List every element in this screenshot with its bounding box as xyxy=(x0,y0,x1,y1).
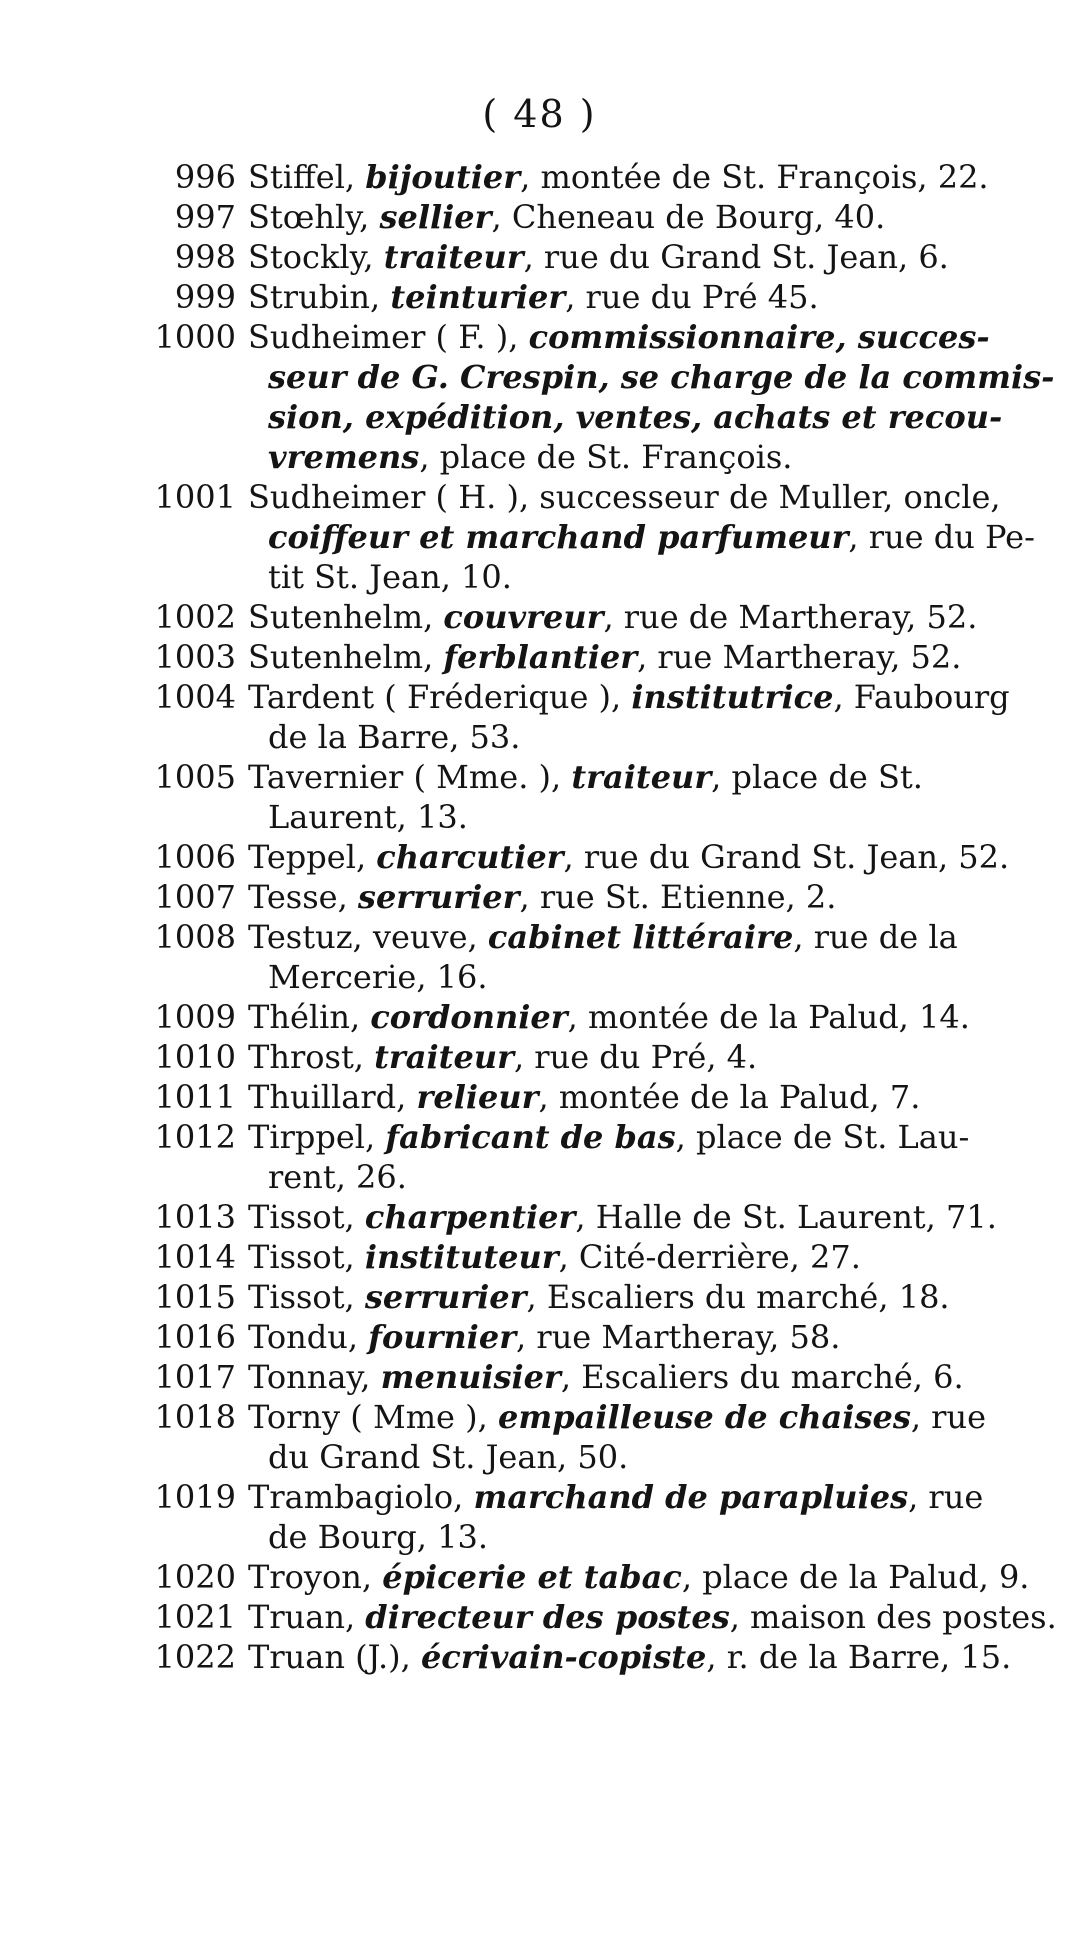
entry-first-line xyxy=(248,1397,1040,1437)
entry-segment: , montée de la Palud, 7. xyxy=(538,1078,921,1116)
entry-segment: Sudheimer ( F. ), xyxy=(248,318,529,356)
entry-number: 1015 xyxy=(154,1278,236,1316)
entry-segment: Laurent, 13. xyxy=(268,798,468,836)
entry-text xyxy=(248,677,1040,757)
entry-text xyxy=(248,237,1040,277)
entry-segment: , rue de la xyxy=(793,918,958,956)
entry-first-line xyxy=(248,1037,1040,1077)
entry-segment: , rue du Pré, 4. xyxy=(513,1038,758,1076)
entry-segment: , place de St. Lau- xyxy=(675,1118,970,1156)
profession-text: traiteur xyxy=(374,1038,514,1076)
entry-continuation-line xyxy=(248,1517,1040,1557)
entry-number: 1000 xyxy=(154,318,236,356)
entry-segment: Testuz, veuve, xyxy=(248,918,488,956)
profession-text: institutrice xyxy=(631,678,834,716)
entry-text xyxy=(248,1477,1040,1557)
entry-segment: , rue du Pe- xyxy=(848,518,1035,556)
entry-segment: du Grand St. Jean, 50. xyxy=(268,1438,629,1476)
entry-number: 997 xyxy=(174,198,236,236)
profession-text: ferblantier xyxy=(443,638,638,676)
entry-segment: Tissot, xyxy=(248,1238,365,1276)
entry-segment: Thélin, xyxy=(248,998,371,1036)
entry-segment: Teppel, xyxy=(248,838,377,876)
entry-segment: Tissot, xyxy=(248,1278,365,1316)
entry-first-line xyxy=(248,1597,1057,1637)
directory-entry xyxy=(140,1637,1040,1677)
profession-text: cabinet littéraire xyxy=(487,918,794,956)
entry-continuation-line xyxy=(248,357,1055,397)
directory-entry xyxy=(140,237,1040,277)
directory-entry xyxy=(140,597,1040,637)
directory-entry xyxy=(140,1037,1040,1077)
entry-segment: Sudheimer ( H. ), successeur de Muller, oncle, xyxy=(248,478,1001,516)
entry-segment: , Cité-derrière, 27. xyxy=(558,1238,861,1276)
profession-text: coiffeur et marchand parfumeur xyxy=(268,518,849,556)
entry-text xyxy=(248,197,1040,237)
entry-first-line xyxy=(248,237,1040,277)
entry-first-line xyxy=(248,997,1040,1037)
profession-text: charcutier xyxy=(376,838,564,876)
directory-entry xyxy=(140,637,1040,677)
entry-segment: , Escaliers du marché, 6. xyxy=(560,1358,964,1396)
directory-entry xyxy=(140,1597,1057,1637)
entry-text xyxy=(248,1197,1040,1237)
directory-entry xyxy=(140,877,1040,917)
profession-text: menuisier xyxy=(380,1358,561,1396)
entry-first-line xyxy=(248,837,1040,877)
directory-entry xyxy=(140,1357,1040,1397)
entry-segment: Sutenhelm, xyxy=(248,638,444,676)
directory-entry xyxy=(140,837,1040,877)
entry-segment: , rue Martheray, 58. xyxy=(516,1318,841,1356)
entry-first-line xyxy=(248,1477,1040,1517)
entry-segment: , montée de la Palud, 14. xyxy=(567,998,970,1036)
entry-first-line xyxy=(248,637,1040,677)
profession-text: couvreur xyxy=(443,598,604,636)
profession-text: cordonnier xyxy=(370,998,568,1036)
profession-text: instituteur xyxy=(364,1238,559,1276)
entry-segment: Tavernier ( Mme. ), xyxy=(248,758,572,796)
entry-continuation-line xyxy=(248,717,1040,757)
profession-text: serrurier xyxy=(364,1278,527,1316)
profession-text: charpentier xyxy=(364,1198,576,1236)
entry-segment: Strubin, xyxy=(248,278,391,316)
entry-text xyxy=(248,1237,1040,1277)
entry-number: 999 xyxy=(174,278,236,316)
entry-segment: Mercerie, 16. xyxy=(268,958,488,996)
profession-text: marchand de parapluies xyxy=(473,1478,909,1516)
directory-entry xyxy=(140,1397,1040,1477)
entry-segment: , montée de St. François, 22. xyxy=(520,158,989,196)
entry-number: 1022 xyxy=(154,1638,236,1676)
entry-segment: , rue xyxy=(908,1478,984,1516)
entry-segment: , rue du Pré 45. xyxy=(565,278,819,316)
directory-entry xyxy=(140,1557,1040,1597)
profession-text: traiteur xyxy=(571,758,712,796)
entry-text xyxy=(248,1317,1040,1357)
profession-text: fournier xyxy=(368,1318,517,1356)
directory-entry xyxy=(140,1317,1040,1357)
entry-segment: Trambagiolo, xyxy=(248,1478,474,1516)
entry-number: 1017 xyxy=(154,1358,236,1396)
entry-first-line xyxy=(248,1557,1040,1597)
entry-segment: Throst, xyxy=(248,1038,375,1076)
entry-segment: tit St. Jean, 10. xyxy=(268,558,512,596)
entry-segment: Tirppel, xyxy=(248,1118,386,1156)
entry-segment: , Faubourg xyxy=(833,678,1010,716)
entry-segment: , maison des postes. xyxy=(729,1598,1057,1636)
entry-segment: Stœhly, xyxy=(248,198,380,236)
entry-text xyxy=(248,157,1040,197)
entry-segment: Tesse, xyxy=(248,878,358,916)
entry-segment: Tissot, xyxy=(248,1198,365,1236)
entry-number: 1010 xyxy=(154,1038,236,1076)
entry-first-line xyxy=(248,477,1040,517)
directory-entry xyxy=(140,1237,1040,1277)
entry-segment: Torny ( Mme ), xyxy=(248,1398,498,1436)
entry-text xyxy=(248,277,1040,317)
entry-first-line xyxy=(248,157,1040,197)
entry-number: 1005 xyxy=(154,758,236,796)
entry-text xyxy=(248,1357,1040,1397)
entry-segment: Troyon, xyxy=(248,1558,383,1596)
entry-segment: rent, 26. xyxy=(268,1158,407,1196)
profession-text: relieur xyxy=(416,1078,539,1116)
directory-entry xyxy=(140,1277,1040,1317)
entry-segment: Sutenhelm, xyxy=(248,598,444,636)
entry-number: 1014 xyxy=(154,1238,236,1276)
directory-entry xyxy=(140,757,1040,837)
entry-first-line xyxy=(248,1117,1040,1157)
entry-continuation-line xyxy=(248,437,1040,477)
entry-text xyxy=(248,637,1040,677)
entry-number: 1016 xyxy=(154,1318,236,1356)
entry-segment: Truan, xyxy=(248,1598,366,1636)
entry-continuation-line xyxy=(248,797,1040,837)
entry-number: 1020 xyxy=(154,1558,236,1596)
directory-entry xyxy=(140,197,1040,237)
entry-number: 1007 xyxy=(154,878,236,916)
entry-first-line xyxy=(248,1317,1040,1357)
directory-entry xyxy=(140,1477,1040,1557)
entry-continuation-line xyxy=(248,957,1040,997)
entry-first-line xyxy=(248,317,1040,357)
entry-segment: , rue Martheray, 52. xyxy=(637,638,962,676)
profession-text: traiteur xyxy=(383,238,524,276)
directory-entry xyxy=(140,277,1040,317)
profession-text: écrivain-copiste xyxy=(420,1638,707,1676)
entry-number: 1009 xyxy=(154,998,236,1036)
entry-number: 1019 xyxy=(154,1478,236,1516)
entry-number: 1011 xyxy=(154,1078,236,1116)
entry-segment: , r. de la Barre, 15. xyxy=(706,1638,1012,1676)
entry-text xyxy=(248,1597,1057,1637)
entry-first-line xyxy=(248,1277,1040,1317)
entry-text xyxy=(248,1117,1040,1197)
entry-number: 1004 xyxy=(154,678,236,716)
entry-continuation-line xyxy=(248,1157,1040,1197)
profession-text: seur de G. Crespin, se charge de la commis- xyxy=(268,358,1055,396)
page-number: ( 48 ) xyxy=(482,92,597,136)
entry-segment: Tonnay, xyxy=(248,1358,381,1396)
entry-segment: , place de St. xyxy=(711,758,923,796)
entry-number: 1012 xyxy=(154,1118,236,1156)
entry-number: 998 xyxy=(174,238,236,276)
directory-list xyxy=(140,157,1057,1677)
entry-segment: , Cheneau de Bourg, 40. xyxy=(491,198,886,236)
profession-text: épicerie et tabac xyxy=(382,1558,682,1596)
directory-entry xyxy=(140,1117,1040,1197)
entry-number: 1003 xyxy=(154,638,236,676)
directory-entry xyxy=(140,477,1040,597)
entry-segment: de la Barre, 53. xyxy=(268,718,521,756)
entry-continuation-line xyxy=(248,1437,1040,1477)
profession-text: teinturier xyxy=(390,278,566,316)
profession-text: sellier xyxy=(379,198,492,236)
entry-text xyxy=(248,997,1040,1037)
entry-segment: , rue St. Etienne, 2. xyxy=(519,878,837,916)
entry-text xyxy=(248,1637,1040,1677)
directory-entry xyxy=(140,997,1040,1037)
profession-text: directeur des postes xyxy=(365,1598,730,1636)
entry-number: 1013 xyxy=(154,1198,236,1236)
entry-text xyxy=(248,757,1040,837)
profession-text: serrurier xyxy=(357,878,520,916)
entry-first-line xyxy=(248,597,1040,637)
entry-segment: Tardent ( Fréderique ), xyxy=(248,678,632,716)
profession-text: sion, expédition, ventes, achats et recou- xyxy=(268,398,1003,436)
entry-segment: Thuillard, xyxy=(248,1078,417,1116)
entry-number: 1018 xyxy=(154,1398,236,1436)
entry-number: 1021 xyxy=(154,1598,236,1636)
entry-text xyxy=(248,1557,1040,1597)
entry-text xyxy=(248,877,1040,917)
directory-entry xyxy=(140,1077,1040,1117)
entry-first-line xyxy=(248,877,1040,917)
entry-segment: , rue du Grand St. Jean, 6. xyxy=(523,238,949,276)
entry-text xyxy=(248,1277,1040,1317)
entry-continuation-line xyxy=(248,557,1040,597)
entry-first-line xyxy=(248,1077,1040,1117)
entry-text xyxy=(248,1077,1040,1117)
directory-entry xyxy=(140,157,1040,197)
entry-segment: , Halle de St. Laurent, 71. xyxy=(575,1198,997,1236)
entry-first-line xyxy=(248,757,1040,797)
entry-text xyxy=(248,1397,1040,1477)
entry-first-line xyxy=(248,677,1040,717)
entry-first-line xyxy=(248,277,1040,317)
entry-continuation-line xyxy=(248,397,1040,437)
entry-number: 1001 xyxy=(154,478,236,516)
entry-number: 1006 xyxy=(154,838,236,876)
entry-segment: Stockly, xyxy=(248,238,384,276)
entry-continuation-line xyxy=(248,517,1040,557)
entry-segment: , rue xyxy=(910,1398,987,1436)
entry-segment: de Bourg, 13. xyxy=(268,1518,488,1556)
entry-text xyxy=(248,597,1040,637)
entry-segment: , rue de Martheray, 52. xyxy=(603,598,978,636)
entry-text xyxy=(248,837,1040,877)
entry-first-line xyxy=(248,1357,1040,1397)
entry-text xyxy=(248,917,1040,997)
directory-entry xyxy=(140,917,1040,997)
entry-first-line xyxy=(248,917,1040,957)
profession-text: fabricant de bas xyxy=(385,1118,676,1156)
entry-number: 1002 xyxy=(154,598,236,636)
entry-number: 996 xyxy=(174,158,236,196)
entry-number: 1008 xyxy=(154,918,236,956)
directory-entry xyxy=(140,1197,1040,1237)
entry-first-line xyxy=(248,197,1040,237)
entry-segment: Stiffel, xyxy=(248,158,366,196)
directory-entry xyxy=(140,677,1040,757)
entry-text xyxy=(248,1037,1040,1077)
profession-text: vremens xyxy=(268,438,420,476)
entry-first-line xyxy=(248,1197,1040,1237)
entry-text xyxy=(248,477,1040,597)
entry-first-line xyxy=(248,1237,1040,1277)
entry-first-line xyxy=(248,1637,1040,1677)
profession-text: commissionnaire, succes- xyxy=(528,318,990,356)
entry-segment: Tondu, xyxy=(248,1318,369,1356)
entry-segment: , place de la Palud, 9. xyxy=(681,1558,1030,1596)
entry-segment: , Escaliers du marché, 18. xyxy=(526,1278,950,1316)
entry-segment: Truan (J.), xyxy=(248,1638,421,1676)
entry-segment: , rue du Grand St. Jean, 52. xyxy=(563,838,1010,876)
profession-text: empailleuse de chaises xyxy=(497,1398,911,1436)
entry-segment: , place de St. François. xyxy=(419,438,793,476)
entry-text xyxy=(248,317,1055,477)
profession-text: bijoutier xyxy=(365,158,521,196)
directory-entry xyxy=(140,317,1055,477)
